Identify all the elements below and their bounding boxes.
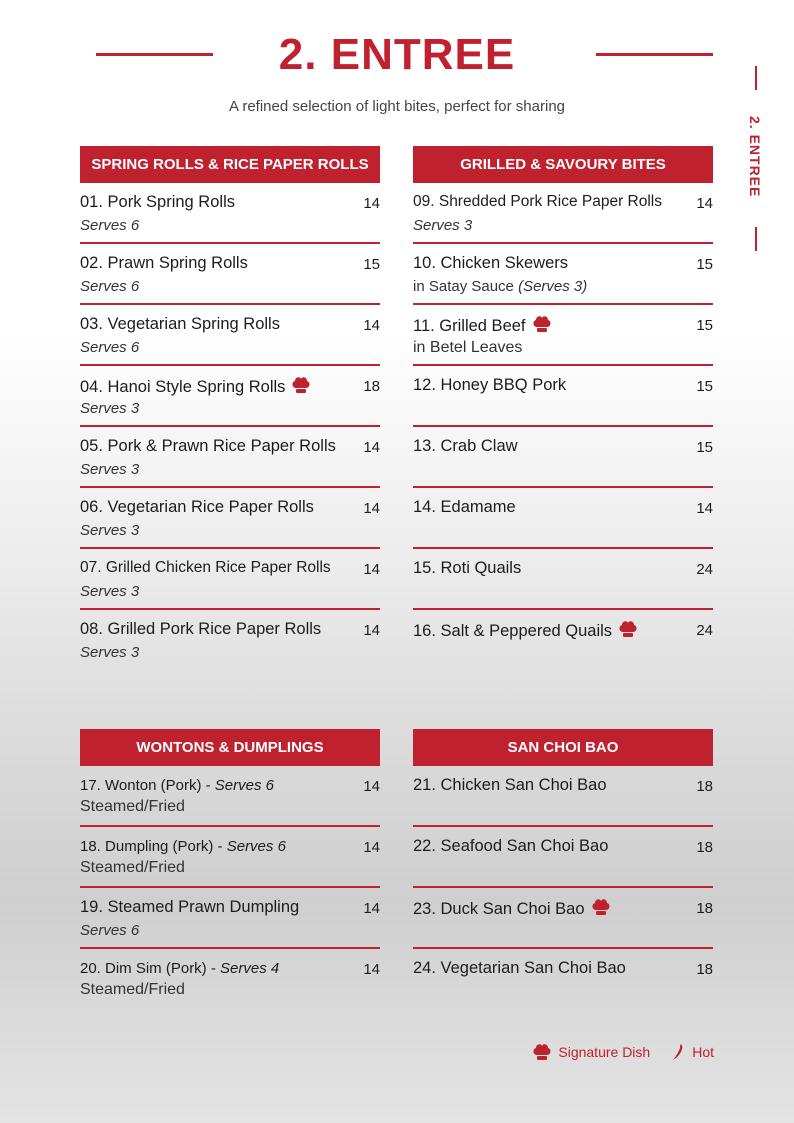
menu-item: 04. Hanoi Style Spring Rolls Serves 3 18 — [80, 367, 380, 427]
chef-hat-icon — [532, 1043, 552, 1061]
side-rule-top — [755, 66, 757, 90]
menu-item: 06. Vegetarian Rice Paper Rolls Serves 3 14 — [80, 489, 380, 549]
menu-item: 09. Shredded Pork Rice Paper Rolls Serves 3 14 — [413, 184, 713, 244]
chili-icon — [672, 1043, 686, 1061]
menu-item: 22. Seafood San Choi Bao 18 — [413, 828, 713, 888]
page-title: 2. ENTREE — [278, 30, 516, 79]
menu-item: 17. Wonton (Pork) - Serves 6 Steamed/Fried 14 — [80, 767, 380, 827]
section-heading: GRILLED & SAVOURY BITES — [413, 146, 713, 183]
section-san-choi-bao — [413, 729, 713, 1008]
menu-item: 12. Honey BBQ Pork 15 — [413, 367, 713, 427]
chef-hat-icon — [291, 376, 311, 394]
menu-item: 08. Grilled Pork Rice Paper Rolls Serves 3 14 — [80, 620, 380, 661]
menu-item: 01. Pork Spring Rolls Serves 6 14 — [80, 184, 380, 244]
menu-item: 24. Vegetarian San Choi Bao 18 — [413, 959, 713, 978]
chef-hat-icon — [591, 898, 611, 916]
menu-item: 20. Dim Sim (Pork) - Serves 4 Steamed/Fried 14 — [80, 960, 380, 998]
menu-item: 03. Vegetarian Spring Rolls Serves 6 14 — [80, 306, 380, 366]
section-heading: SAN CHOI BAO — [413, 729, 713, 766]
menu-item: 18. Dumpling (Pork) - Serves 6 Steamed/Fried 14 — [80, 828, 380, 888]
menu-item: 19. Steamed Prawn Dumpling Serves 6 14 — [80, 889, 380, 949]
menu-item: 02. Prawn Spring Rolls Serves 6 15 — [80, 245, 380, 305]
legend — [532, 1043, 714, 1061]
legend-signature-label: Signature Dish — [558, 1044, 651, 1060]
menu-item: 07. Grilled Chicken Rice Paper Rolls Serves 3 14 — [80, 550, 380, 610]
page-subtitle: A refined selection of light bites, perfect for sharing — [228, 98, 566, 115]
section-heading: SPRING ROLLS & RICE PAPER ROLLS — [80, 146, 380, 183]
legend-hot-label: Hot — [692, 1044, 714, 1060]
menu-item: 16. Salt & Peppered Quails 24 — [413, 622, 713, 640]
menu-item: 15. Roti Quails 24 — [413, 550, 713, 610]
menu-item: 14. Edamame 14 — [413, 489, 713, 549]
section-wontons-dumplings — [80, 729, 380, 1008]
menu-item: 13. Crab Claw 15 — [413, 428, 713, 488]
side-section-label: 2. ENTREE — [747, 116, 763, 198]
side-section-tab — [744, 66, 768, 251]
menu-item: 21. Chicken San Choi Bao 18 — [413, 767, 713, 827]
section-heading: WONTONS & DUMPLINGS — [80, 729, 380, 766]
menu-item: 10. Chicken Skewers in Satay Sauce (Serves 3) 15 — [413, 245, 713, 305]
section-grilled-bites — [413, 146, 713, 669]
menu-item: 05. Pork & Prawn Rice Paper Rolls Serves 3 14 — [80, 428, 380, 488]
section-spring-rolls — [80, 146, 380, 669]
side-rule-bottom — [755, 227, 757, 251]
menu-item: 11. Grilled Beef in Betel Leaves 15 — [413, 306, 713, 366]
menu-item: 23. Duck San Choi Bao 18 — [413, 889, 713, 949]
chef-hat-icon — [618, 620, 638, 638]
chef-hat-icon — [532, 315, 552, 333]
